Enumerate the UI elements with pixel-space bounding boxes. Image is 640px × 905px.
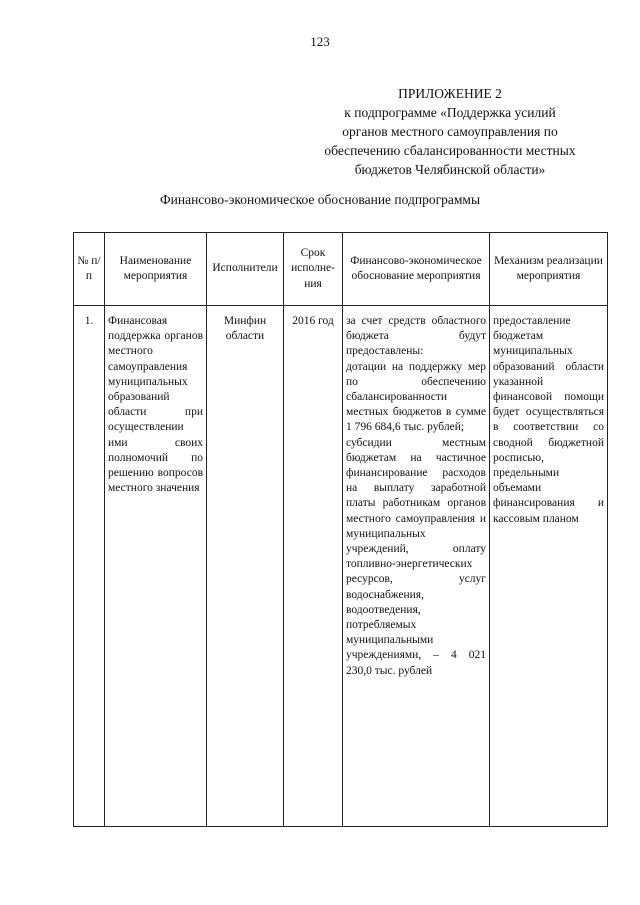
appendix-line: бюджетов Челябинской области» [354,162,546,177]
header-mechanism: Механизм реализации мероприятия [490,233,608,306]
cell-justification [343,306,490,827]
appendix-header [300,84,600,179]
appendix-line: обеспечению сбалансированности местных [324,143,576,158]
header-number: № п/п [74,233,105,306]
cell-executor: Минфин области [207,306,284,827]
appendix-line: ПРИЛОЖЕНИЕ 2 [398,86,502,101]
cell-mechanism: предоставление бюджетам муниципальных образований области указанной финансовой помощи будет осуществляться в соответствии со сводной бюджетной росписью, предельными объемами финансирования и кассовым планом [490,306,608,827]
cell-name: Финансовая поддержка органов местного самоуправления муниципальных образований области при осуществлении ими своих полномочий по решению вопросов местного значения [105,306,207,827]
justification-subsidy-2: субсидии местным бюджетам на частичное финансирование расходов на выплату заработной платы работникам органов местного самоуправления и муниципальных учреждений, оплату топливно-энергетических ресурсов, услуг водоснабжения, водоотведения, потребляемых муниципальными учреждениями, – 4 021 230,0 тыс. рублей [346,436,486,677]
table-row [74,306,608,827]
header-justification: Финансово-экономическое обоснование мероприятия [343,233,490,306]
cell-term: 2016 год [284,306,343,827]
cell-number: 1. [74,306,105,827]
justification-intro: за счет средств областного бюджета будут предоставлены: [346,315,486,358]
header-name: Наименование мероприятия [105,233,207,306]
document-title: Финансово-экономическое обоснование подпрограммы [159,192,481,207]
page-number: 123 [310,34,330,49]
table-header-row [74,233,608,306]
header-executor: Исполнители [207,233,284,306]
justification-subsidy-1: дотации на поддержку мер по обеспечению сбалансированности местных бюджетов в сумме 1 796 684,6 тыс. рублей; [346,360,486,434]
appendix-line: органов местного самоуправления по [342,124,558,139]
header-term: Срок исполне-ния [284,233,343,306]
appendix-line: к подпрограмме «Поддержка усилий [344,105,556,120]
justification-table [73,232,608,827]
